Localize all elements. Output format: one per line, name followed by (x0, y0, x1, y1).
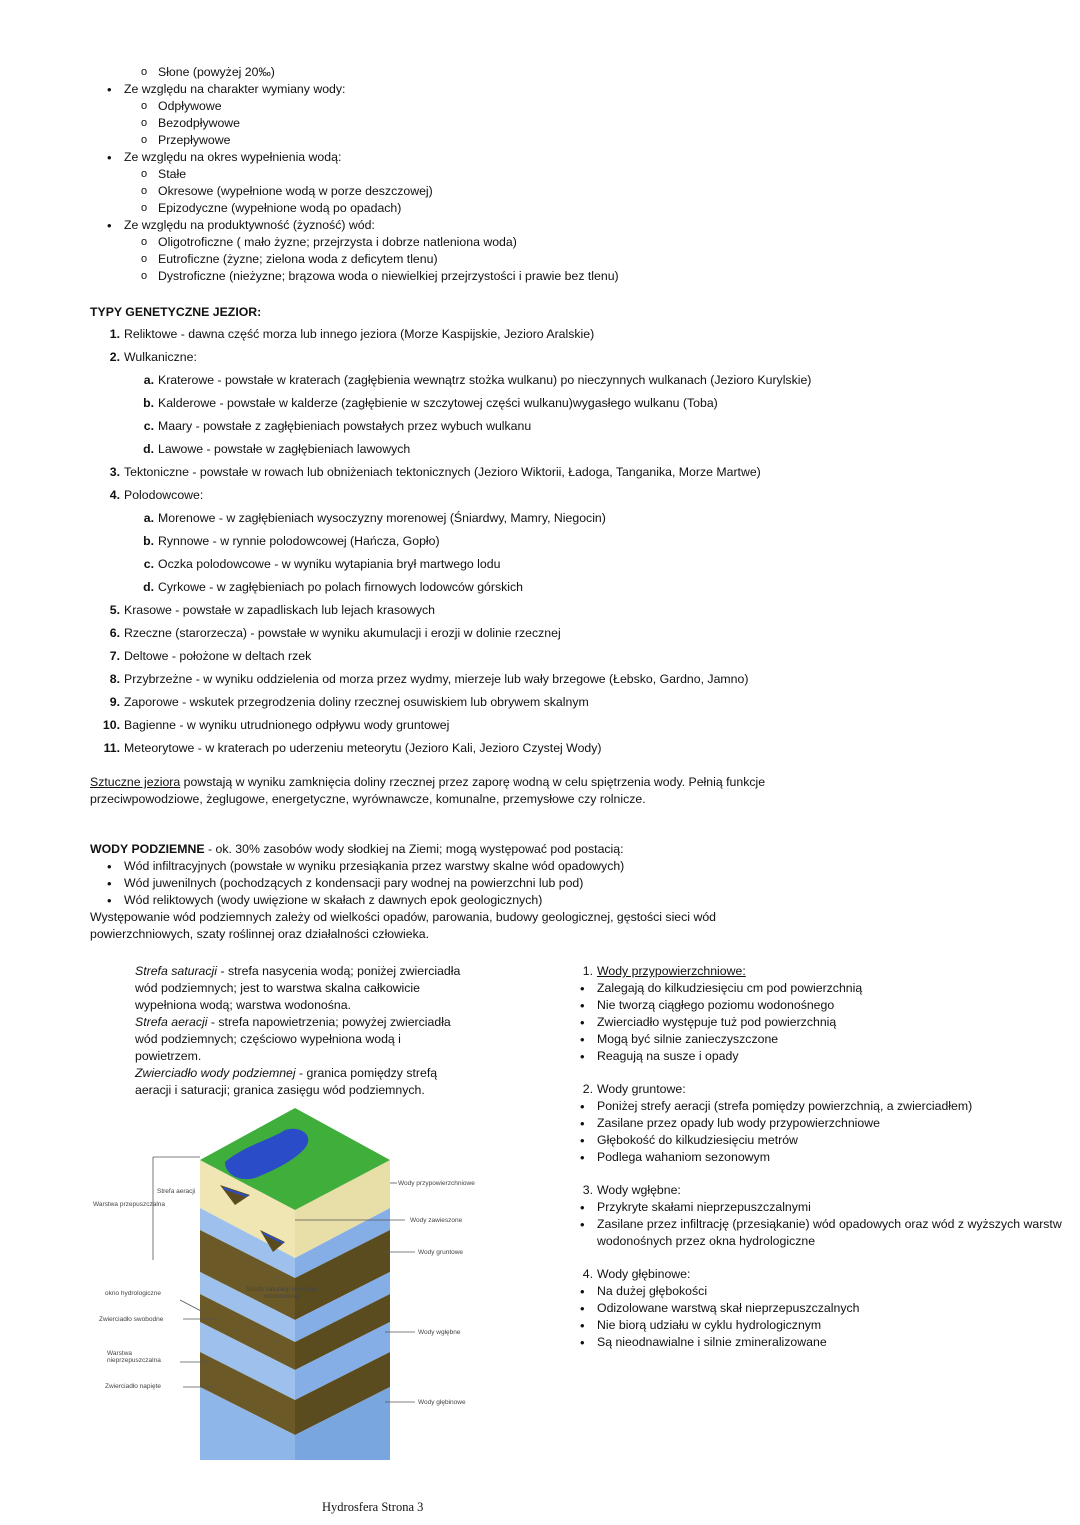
list-item: • Zasilane przez infiltrację (przesiąkanie) wód opadowych oraz wód z wyższych warstw (597, 1216, 1062, 1233)
item-letter: d. (143, 442, 154, 456)
list-item: • Nie biorą udziału w cyklu hydrologicznym (597, 1317, 821, 1334)
artesian-water-label: Wody wgłębne (418, 1329, 461, 1336)
item-text: Cyrkowe - w zagłębieniach po polach firnowych lodowców górskich (158, 580, 523, 594)
list-item: o Bezodpływowe (158, 115, 240, 132)
list-item: • Zasilane przez opady lub wody przypowierzchniowe (597, 1115, 880, 1132)
item-number: 6. (109, 626, 120, 640)
item-text: Kraterowe - powstałe w kraterach (zagłębienia wewnątrz stożka wulkanu) po nieczynnych wulkanach (Jezioro Kurylskie) (158, 373, 812, 387)
list-item-continuation: wodonośnych przez okna hydrologiczne (597, 1234, 816, 1248)
item-text: Przybrzeżne - w wyniku oddzielenia od morza przez wydmy, mierzeje lub wały brzegowe (Łebsko, Gardno, Jamno) (124, 672, 749, 686)
item-text: Rzeczne (starorzecza) - powstałe w wyniku akumulacji i erozji w dolinie rzecznej (124, 626, 561, 640)
list-item: • Zalegają do kilkudziesięciu cm pod powierzchnią (597, 980, 862, 997)
aeration-zone-label: Strefa aeracji (157, 1188, 196, 1195)
paragraph-text: Występowanie wód podziemnych zależy od wielkości opadów, parowania, budowy geologicznej, gęstości sieci wód (90, 910, 717, 924)
type-heading (582, 1081, 686, 1098)
groundwater-diagram (85, 1100, 515, 1470)
ground-water-label: Wody gruntowe (418, 1249, 464, 1256)
definition-line: aeracji i saturacji; granica zasięgu wód podziemnych. (135, 1083, 425, 1097)
item-text: Wulkaniczne: (124, 350, 197, 364)
item-text: Deltowe - położone w deltach rzek (124, 649, 312, 663)
item-number: 8. (109, 672, 120, 686)
list-item: • Odizolowane warstwą skał nieprzepuszczalnych (597, 1300, 859, 1317)
definition-line (135, 1065, 437, 1082)
list-item: o Odpływowe (158, 98, 222, 115)
groundwater-diagram-svg (85, 1100, 515, 1470)
item-letter: c. (143, 557, 154, 571)
definition-line: wód podziemnych; częściowo wypełniona wodą i (135, 1032, 401, 1046)
item-letter: c. (143, 419, 154, 433)
list-item: • Mogą być silnie zanieczyszczone (597, 1031, 778, 1048)
list-item: • Nie tworzą ciągłego poziomu wodonośnego (597, 997, 834, 1014)
item-number: 2. (582, 1082, 593, 1096)
list-item: • Przykryte skałami nieprzepuszczalnymi (597, 1199, 811, 1216)
groundwater-heading (90, 841, 624, 858)
list-item (109, 487, 204, 504)
paragraph-text: powstają w wyniku zamknięcia doliny rzecznej przez zaporę wodną w celu spiętrzenia wody. Pełnią funkcje (180, 775, 766, 789)
item-text: Maary - powstałe z zagłębieniach powstałych przez wybuch wulkanu (158, 419, 532, 433)
list-item (143, 372, 812, 389)
free-water-table-label: Zwierciadło swobodne (99, 1316, 164, 1323)
list-item (109, 625, 561, 642)
item-number: 7. (109, 649, 120, 663)
type-title: Wody głębinowe: (597, 1267, 691, 1281)
list-item (143, 579, 523, 596)
list-item (103, 740, 602, 757)
list-item (143, 441, 411, 458)
artificial-lakes-paragraph (90, 774, 765, 791)
list-item: • Wód infiltracyjnych (powstałe w wyniku przesiąkania przez warstwy skalne wód opadowych) (124, 858, 624, 875)
list-item: o Stałe (158, 166, 186, 183)
type-title: Wody wgłębne: (597, 1183, 681, 1197)
type-heading (582, 1266, 691, 1283)
list-item (109, 602, 435, 619)
item-number: 5. (109, 603, 120, 617)
paragraph-text: przeciwpowodziowe, żeglugowe, energetyczne, wyrównawcze, komunalne, przemysłowe czy rolnicze. (90, 792, 646, 806)
perched-water-label: Wody zawieszone (410, 1217, 463, 1224)
list-item: • Ze względu na charakter wymiany wody: (124, 81, 345, 98)
saturation-term: Strefa saturacji (135, 964, 218, 978)
item-number: 9. (109, 695, 120, 709)
list-item (143, 418, 532, 435)
near-surface-water-label: Wody przypowierzchniowe (398, 1180, 475, 1187)
list-item: • Reagują na susze i opady (597, 1048, 739, 1065)
type-heading (582, 1182, 681, 1199)
definition-line: powietrzem. (135, 1049, 202, 1063)
leader-line (180, 1300, 203, 1312)
item-text: Krasowe - powstałe w zapadliskach lub lejach krasowych (124, 603, 435, 617)
list-item: • Wód juwenilnych (pochodzących z kondensacji pary wodnej na powierzchni lub pod) (124, 875, 583, 892)
definition-line: wypełniona wodą; warstwa wodonośna. (135, 998, 352, 1012)
definition-line (135, 1014, 451, 1031)
item-text: Morenowe - w zagłębieniach wysoczyzny morenowej (Śniardwy, Mamry, Niegocin) (158, 511, 606, 525)
groundwater-title: WODY PODZIEMNE (90, 842, 205, 856)
list-item: o Oligotroficzne ( mało żyzne; przejrzysta i dobrze natleniona woda) (158, 234, 517, 251)
item-text: Bagienne - w wyniku utrudnionego odpływu wody gruntowej (124, 718, 450, 732)
list-item: • Poniżej strefy aeracji (strefa pomiędzy powierzchnią, a zwierciadłem) (597, 1098, 972, 1115)
item-number: 4. (582, 1267, 593, 1281)
list-item (109, 326, 595, 343)
list-item: • Wód reliktowych (wody uwięzione w skałach z dawnych epok geologicznych) (124, 892, 542, 909)
list-item: • Są nieodnawialne i silnie zmineralizowane (597, 1334, 827, 1351)
list-item: • Na dużej głębokości (597, 1283, 707, 1300)
list-item (109, 349, 197, 366)
type-title: Wody przypowierzchniowe: (597, 964, 746, 978)
genetic-types-heading: TYPY GENETYCZNE JEZIOR: (90, 305, 262, 319)
list-item: o Okresowe (wypełnione wodą w porze deszczowej) (158, 183, 433, 200)
aeration-term: Strefa aeracji (135, 1015, 208, 1029)
list-item (109, 648, 312, 665)
item-letter: b. (143, 396, 154, 410)
item-number: 4. (109, 488, 120, 502)
item-letter: a. (143, 373, 154, 387)
item-number: 1. (109, 327, 120, 341)
list-item: o Dystroficzne (nieżyzne; brązowa woda o niewielkiej przejrzystości i prawie bez tlenu) (158, 268, 619, 285)
list-item: o Przepływowe (158, 132, 230, 149)
list-item (143, 395, 718, 412)
list-item (143, 510, 606, 527)
item-text: Oczka polodowcowe - w wyniku wytapiania brył martwego lodu (158, 557, 501, 571)
groundwater-intro: - ok. 30% zasobów wody słodkiej na Ziemi; mogą występować pod postacią: (204, 842, 624, 856)
item-number: 3. (582, 1183, 593, 1197)
item-text: Meteorytowe - w kraterach po uderzeniu meteorytu (Jezioro Kali, Jezioro Czystej Wody) (124, 741, 602, 755)
definition-text: - strefa nasycenia wodą; poniżej zwierciadła (217, 964, 461, 978)
water-table-term: Zwierciadło wody podziemnej (135, 1066, 296, 1080)
item-letter: a. (143, 511, 154, 525)
list-item: • Podlega wahaniom sezonowym (597, 1149, 770, 1166)
item-number: 1. (582, 964, 593, 978)
hydrologic-window-label: okno hydrologiczne (105, 1290, 162, 1297)
list-item: • Głębokość do kilkudziesięciu metrów (597, 1132, 798, 1149)
list-item (109, 694, 589, 711)
item-text: Kalderowe - powstałe w kalderze (zagłębienie w szczytowej części wulkanu)wygasłego wulkanu (Toba) (158, 396, 718, 410)
item-number: 11. (103, 741, 120, 755)
list-item (102, 717, 450, 734)
list-item: • Ze względu na produktywność (żyzność) wód: (124, 217, 375, 234)
item-text: Tektoniczne - powstałe w rowach lub obniżeniach tektonicznych (Jezioro Wiktorii, Ładoga, Tanganika, Morze Martwe) (124, 465, 761, 479)
item-text: Rynnowe - w rynnie polodowcowej (Hańcza, Gopło) (158, 534, 440, 548)
item-number: 10. (102, 718, 120, 732)
type-heading (582, 963, 746, 980)
item-number: 2. (109, 350, 120, 364)
item-number: 3. (109, 465, 120, 479)
type-title: Wody gruntowe: (597, 1082, 686, 1096)
paragraph-text: powierzchniowych, szaty roślinnej oraz działalności człowieka. (90, 927, 429, 941)
artificial-lakes-term: Sztuczne jeziora (90, 775, 181, 789)
list-item (109, 464, 761, 481)
list-item (143, 556, 501, 573)
list-item: o Eutroficzne (żyzne; zielona woda z deficytem tlenu) (158, 251, 438, 268)
page-footer: Hydrosfera Strona 3 (322, 1500, 424, 1514)
list-item: o Słone (powyżej 20‰) (158, 64, 275, 81)
list-item: • Zwierciadło występuje tuż pod powierzchnią (597, 1014, 836, 1031)
list-item: o Epizodyczne (wypełnione wodą po opadach) (158, 200, 401, 217)
item-letter: d. (143, 580, 154, 594)
saturation-zone-label: Strefa saturacji (warstwa wodonośna) (246, 1286, 318, 1300)
list-item (109, 671, 749, 688)
item-text: Reliktowe - dawna część morza lub innego jeziora (Morze Kaspijskie, Jezioro Aralskie) (124, 327, 595, 341)
definition-text: - strefa napowietrzenia; powyżej zwierciadła (207, 1015, 451, 1029)
item-letter: b. (143, 534, 154, 548)
item-text: Lawowe - powstałe w zagłębieniach lawowych (158, 442, 411, 456)
deep-water-label: Wody głębinowe (418, 1399, 466, 1406)
impermeable-layer-label: Warstwa nieprzepuszczalna (107, 1350, 161, 1364)
confined-water-table-label: Zwierciadło napięte (105, 1383, 162, 1390)
list-item (143, 533, 440, 550)
item-text: Polodowcowe: (124, 488, 204, 502)
definition-text: - granica pomiędzy strefą (295, 1066, 438, 1080)
definition-line (135, 963, 460, 980)
list-item: • Ze względu na okres wypełnienia wodą: (124, 149, 341, 166)
definition-line: wód podziemnych; jest to warstwa skalna całkowicie (135, 981, 421, 995)
permeable-layer-label: Warstwa przepuszczalna (93, 1201, 166, 1208)
item-text: Zaporowe - wskutek przegrodzenia doliny rzecznej osuwiskiem lub obrywem skalnym (124, 695, 589, 709)
